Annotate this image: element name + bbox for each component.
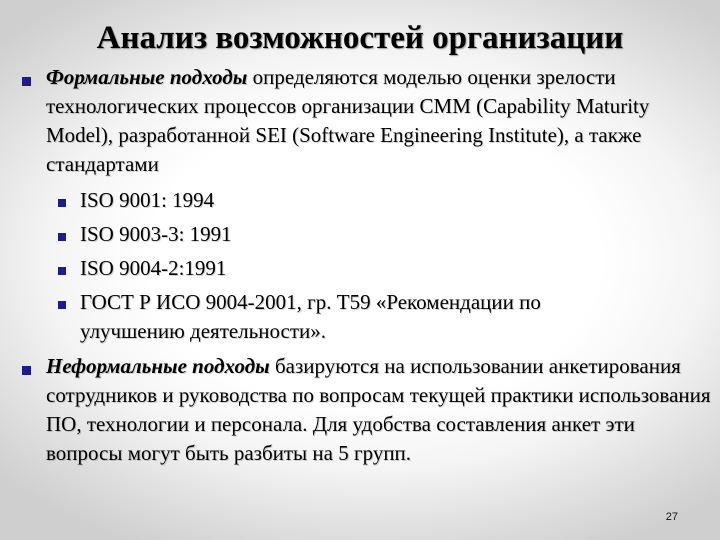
bullet-formal-approaches: [46, 63, 676, 179]
bullet-informal-approaches: [46, 352, 711, 468]
sub-item-iso-9003: ISO 9003-3: 1991: [80, 222, 232, 246]
sub-bullet-square-icon: [58, 199, 66, 207]
slide-title: Анализ возможностей организации: [96, 20, 624, 56]
bullet-text-formal: определяются моделью оценки зрелости технологических процессов организации CMM (Capability Maturity Model), разработанной SEI (Software Engineering Institute), а также стандартами: [46, 65, 650, 176]
sub-bullet-square-icon: [58, 301, 66, 309]
sub-item-iso-9004: ISO 9004-2:1991: [80, 256, 227, 280]
bullet-text-informal: базируются на использовании анкетирования сотрудников и руководства по вопросам текущей практики использования ПО, технологии и персонала. Для удобства составления анкет эти вопросы могут быть разбиты на 5 групп.: [46, 354, 711, 465]
bullet-lead-formal: Формальные подходы: [46, 65, 248, 89]
sub-bullet-square-icon: [58, 267, 66, 275]
sub-bullet-square-icon: [58, 233, 66, 241]
bullet-lead-informal: Неформальные подходы: [46, 354, 270, 378]
page-number: 27: [665, 511, 678, 523]
bullet-square-icon: [22, 366, 31, 375]
sub-item-iso-9001: ISO 9001: 1994: [80, 188, 215, 212]
bullet-square-icon: [22, 77, 31, 86]
sub-item-gost: ГОСТ Р ИСО 9004-2001, гр. Т59 «Рекомендации по улучшению деятельности».: [80, 290, 541, 343]
